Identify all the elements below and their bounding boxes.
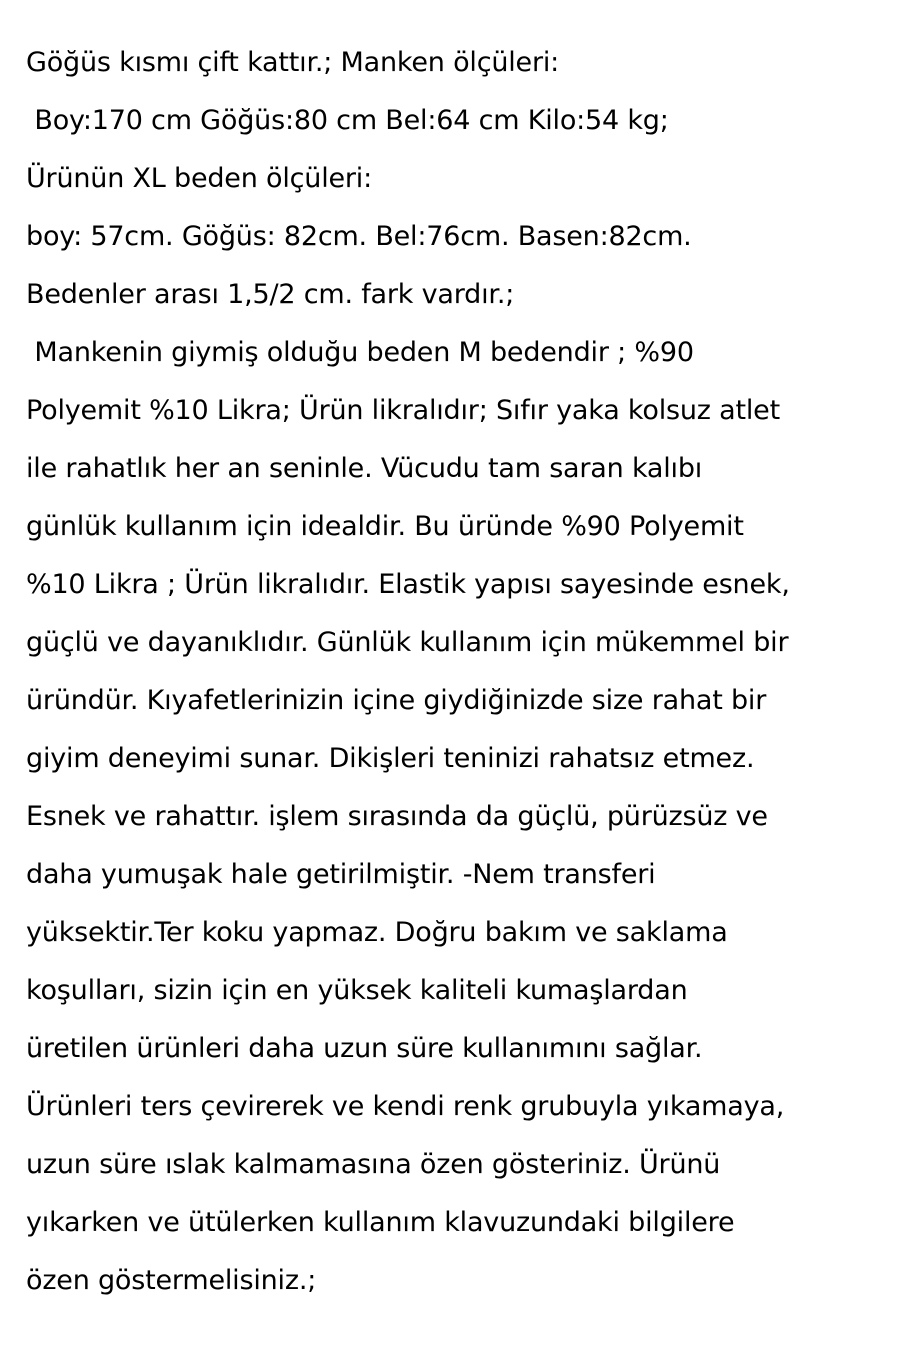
description-line: Esnek ve rahattır. işlem sırasında da güçlü, pürüzsüz ve bbox=[26, 801, 768, 832]
description-line: Boy:170 cm Göğüs:80 cm Bel:64 cm Kilo:54 kg; bbox=[26, 105, 669, 136]
description-line: yüksektir.Ter koku yapmaz. Doğru bakım ve saklama bbox=[26, 917, 728, 948]
description-line: özen göstermelisiniz.; bbox=[26, 1265, 317, 1296]
description-line: üründür. Kıyafetlerinizin içine giydiğinizde size rahat bir bbox=[26, 685, 767, 716]
description-line: üretilen ürünleri daha uzun süre kullanımını sağlar. bbox=[26, 1033, 703, 1064]
description-line: uzun süre ıslak kalmamasına özen gösteriniz. Ürünü bbox=[26, 1149, 721, 1180]
description-line: Mankenin giymiş olduğu beden M bedendir ; %90 bbox=[26, 337, 694, 368]
description-line: güçlü ve dayanıklıdır. Günlük kullanım için mükemmel bir bbox=[26, 627, 789, 658]
description-line: daha yumuşak hale getirilmiştir. -Nem transferi bbox=[26, 859, 656, 890]
description-line: Bedenler arası 1,5/2 cm. fark vardır.; bbox=[26, 279, 515, 310]
description-line: Ürünleri ters çevirerek ve kendi renk grubuyla yıkamaya, bbox=[26, 1091, 785, 1122]
description-line: Göğüs kısmı çift kattır.; Manken ölçüleri: bbox=[26, 47, 560, 78]
description-line: Polyemit %10 Likra; Ürün likralıdır; Sıfır yaka kolsuz atlet bbox=[26, 395, 780, 426]
description-line: giyim deneyimi sunar. Dikişleri teninizi rahatsız etmez. bbox=[26, 743, 755, 774]
description-line: koşulları, sizin için en yüksek kaliteli kumaşlardan bbox=[26, 975, 688, 1006]
description-line: günlük kullanım için idealdir. Bu üründe %90 Polyemit bbox=[26, 511, 744, 542]
product-description-text bbox=[26, 34, 892, 1310]
description-line: %10 Likra ; Ürün likralıdır. Elastik yapısı sayesinde esnek, bbox=[26, 569, 790, 600]
description-line: Ürünün XL beden ölçüleri: bbox=[26, 163, 373, 194]
description-line: ile rahatlık her an seninle. Vücudu tam saran kalıbı bbox=[26, 453, 703, 484]
description-line: boy: 57cm. Göğüs: 82cm. Bel:76cm. Basen:82cm. bbox=[26, 221, 692, 252]
description-line: yıkarken ve ütülerken kullanım klavuzundaki bilgilere bbox=[26, 1207, 735, 1238]
